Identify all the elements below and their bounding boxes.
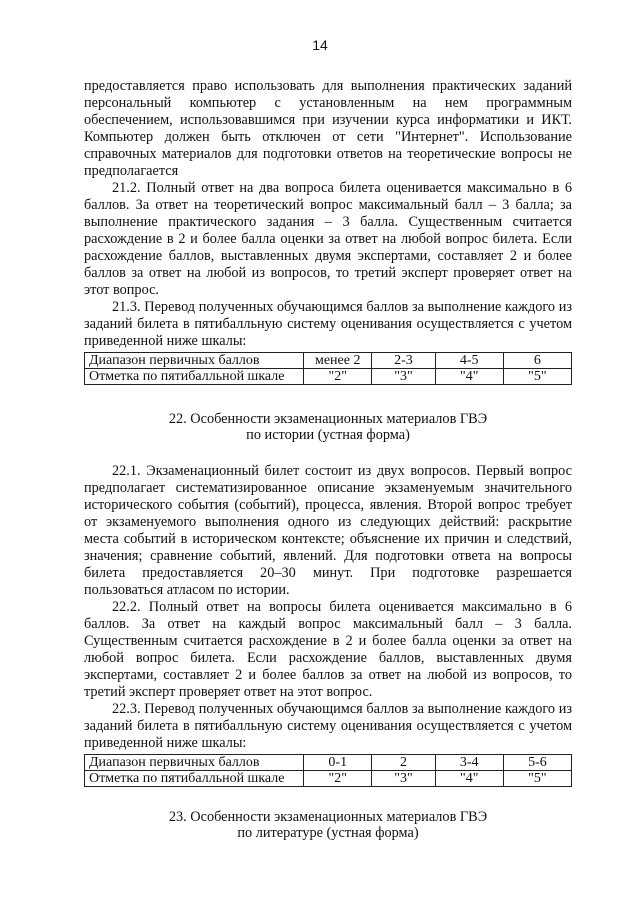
section-22-3-paragraph: 22.3. Перевод полученных обучающимся баллов за выполнение каждого из заданий билета в пятибалльную систему оценивания осуществляется с учетом приведенной ниже шкалы: (84, 701, 572, 751)
table-cell: "2" (304, 369, 372, 385)
table-cell: менее 2 (304, 353, 372, 369)
table-row (85, 353, 572, 369)
table-cell-label: Диапазон первичных баллов (85, 353, 304, 369)
intro-paragraph: предоставляется право использовать для выполнения практических заданий персональный компьютер с установленным на нем программным обеспечением, использовавшимся при изучении курса информатики и ИКТ. Компьютер должен быть отключен от сети "Интернет". Использование справочных материалов для подготовки ответов на теоретические вопросы не предполагается (84, 78, 572, 179)
table-cell-label: Отметка по пятибалльной шкале (85, 771, 304, 787)
table-cell-label: Отметка по пятибалльной шкале (85, 369, 304, 385)
table-cell-label: Диапазон первичных баллов (85, 755, 304, 771)
table-cell: "4" (435, 369, 503, 385)
section-23-heading-line2: по литературе (устная форма) (237, 825, 419, 841)
table-cell: "5" (503, 369, 571, 385)
section-22-2-paragraph: 22.2. Полный ответ на вопросы билета оценивается максимально в 6 баллов. За ответ на каждый вопрос максимальный балл – 3 балла. Существенным считается расхождение в 2 и более балла оценки за ответ на любой вопрос билета. Если расхождение баллов, выставленных двумя экспертами, составляет 2 и более баллов за ответ на любой из вопросов, то третий эксперт проверяет ответ на этот вопрос. (84, 599, 572, 700)
section-21-2-paragraph: 21.2. Полный ответ на два вопроса билета оценивается максимально в 6 баллов. За ответ на теоретический вопрос максимальный балл – 3 балла; за выполнение практического задания – 3 балла. Существенным считается расхождение в 2 и более балла оценки за ответ на любой вопрос билета. Если расхождение баллов, выставленных двумя экспертами, составляет 2 и более баллов за ответ на любой из вопросов, то третий эксперт проверяет ответ на этот вопрос. (84, 180, 572, 298)
table-row (85, 771, 572, 787)
table-cell: "3" (372, 369, 435, 385)
table-cell: 5-6 (503, 755, 571, 771)
section-23-heading (84, 809, 572, 841)
grading-scale-table-1 (84, 352, 572, 385)
table-cell: 3-4 (435, 755, 503, 771)
section-22-heading (84, 411, 572, 443)
table-cell: "4" (435, 771, 503, 787)
section-22-heading-line1: 22. Особенности экзаменационных материалов ГВЭ (168, 411, 488, 427)
table-cell: "3" (372, 771, 435, 787)
section-22-heading-line2: по истории (устная форма) (246, 427, 410, 443)
table-cell: 2-3 (372, 353, 435, 369)
table-cell: 6 (503, 353, 571, 369)
table-row (85, 755, 572, 771)
table-cell: "2" (304, 771, 372, 787)
grading-scale-table-2 (84, 754, 572, 787)
table-cell: 2 (372, 755, 435, 771)
table-row (85, 369, 572, 385)
section-21-3-paragraph: 21.3. Перевод полученных обучающимся баллов за выполнение каждого из заданий билета в пятибалльную систему оценивания осуществляется с учетом приведенной ниже шкалы: (84, 299, 572, 349)
table-cell: 4-5 (435, 353, 503, 369)
section-22-1-paragraph: 22.1. Экзаменационный билет состоит из двух вопросов. Первый вопрос предполагает систематизированное описание экзаменуемым значительного исторического события (событий), процесса, явления. Второй вопрос требует от экзаменуемого выполнения одного из следующих действий: раскрытие места событий в историческом контексте; объяснение их причин и следствий, значения; сравнение событий, явлений. Для подготовки ответа на вопросы билета предоставляется 20–30 минут. При подготовке разрешается пользоваться атласом по истории. (84, 463, 572, 598)
section-23-heading-line1: 23. Особенности экзаменационных материалов ГВЭ (168, 809, 488, 825)
table-cell: 0-1 (304, 755, 372, 771)
table-cell: "5" (503, 771, 571, 787)
page-number: 14 (312, 37, 328, 53)
page-content (84, 78, 572, 841)
